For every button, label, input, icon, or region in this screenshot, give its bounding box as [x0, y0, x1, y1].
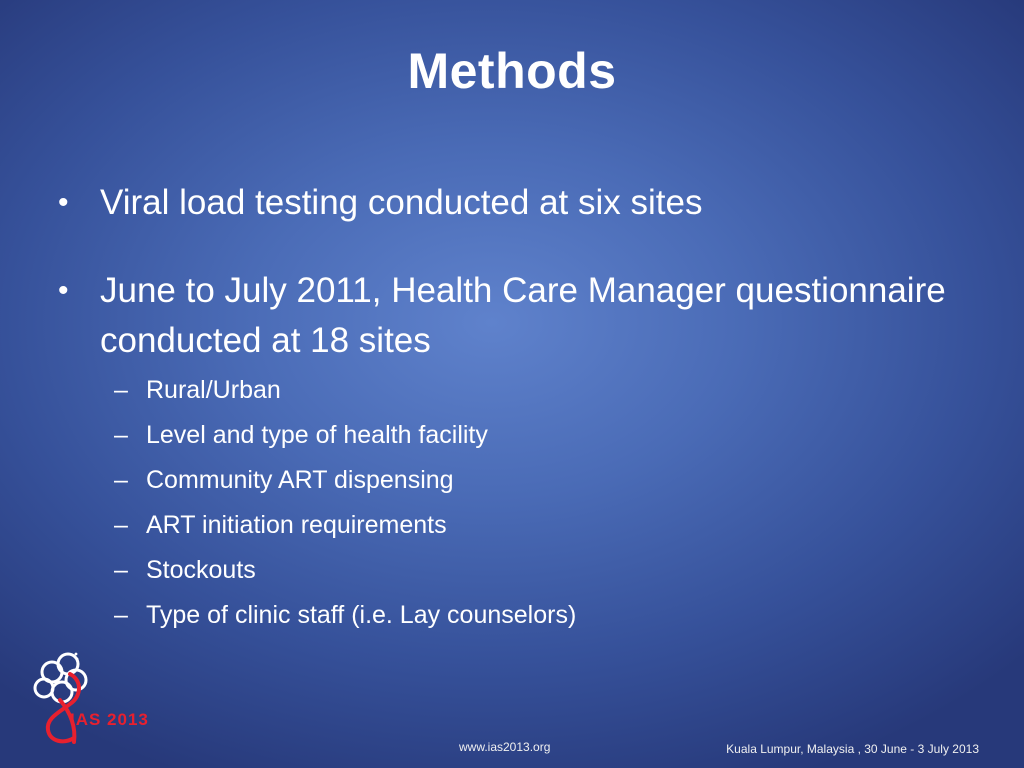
sub-bullet-marker: – — [114, 376, 128, 404]
sub-bullet-text: Level and type of health facility — [146, 421, 488, 449]
sub-bullet-marker: – — [114, 421, 128, 449]
sub-bullet-item — [100, 503, 958, 548]
bullet-item — [58, 178, 958, 228]
sub-bullet-text: ART initiation requirements — [146, 511, 447, 539]
sub-bullet-text: Community ART dispensing — [146, 466, 454, 494]
sub-bullet-item — [100, 458, 958, 503]
footer-url: www.ias2013.org — [459, 740, 551, 754]
ias-2013-logo — [30, 650, 160, 750]
logo-text: IAS 2013 — [70, 710, 149, 729]
sub-bullet-item — [100, 593, 958, 638]
sub-bullet-text: Rural/Urban — [146, 376, 281, 404]
sub-bullet-marker: – — [114, 511, 128, 539]
sub-bullet-marker: – — [114, 556, 128, 584]
sub-bullet-text: Stockouts — [146, 556, 256, 584]
sub-bullet-list — [100, 368, 958, 638]
footer-location-date: Kuala Lumpur, Malaysia , 30 June - 3 July 2013 — [726, 742, 979, 756]
bullet-text: June to July 2011, Health Care Manager questionnaire conducted at 18 sites — [100, 271, 946, 360]
slide-title: Methods — [407, 43, 617, 99]
hibiscus-ribbon-icon — [30, 650, 160, 750]
bullet-marker: • — [58, 274, 69, 307]
bullet-list — [58, 178, 958, 638]
bullet-item — [58, 266, 958, 638]
sub-bullet-text: Type of clinic staff (i.e. Lay counselors) — [146, 601, 577, 629]
bullet-text: Viral load testing conducted at six sites — [100, 183, 703, 222]
sub-bullet-item — [100, 548, 958, 593]
sub-bullet-item — [100, 413, 958, 458]
sub-bullet-marker: – — [114, 466, 128, 494]
sub-bullet-item — [100, 368, 958, 413]
sub-bullet-marker: – — [114, 601, 128, 629]
bullet-marker: • — [58, 186, 69, 219]
